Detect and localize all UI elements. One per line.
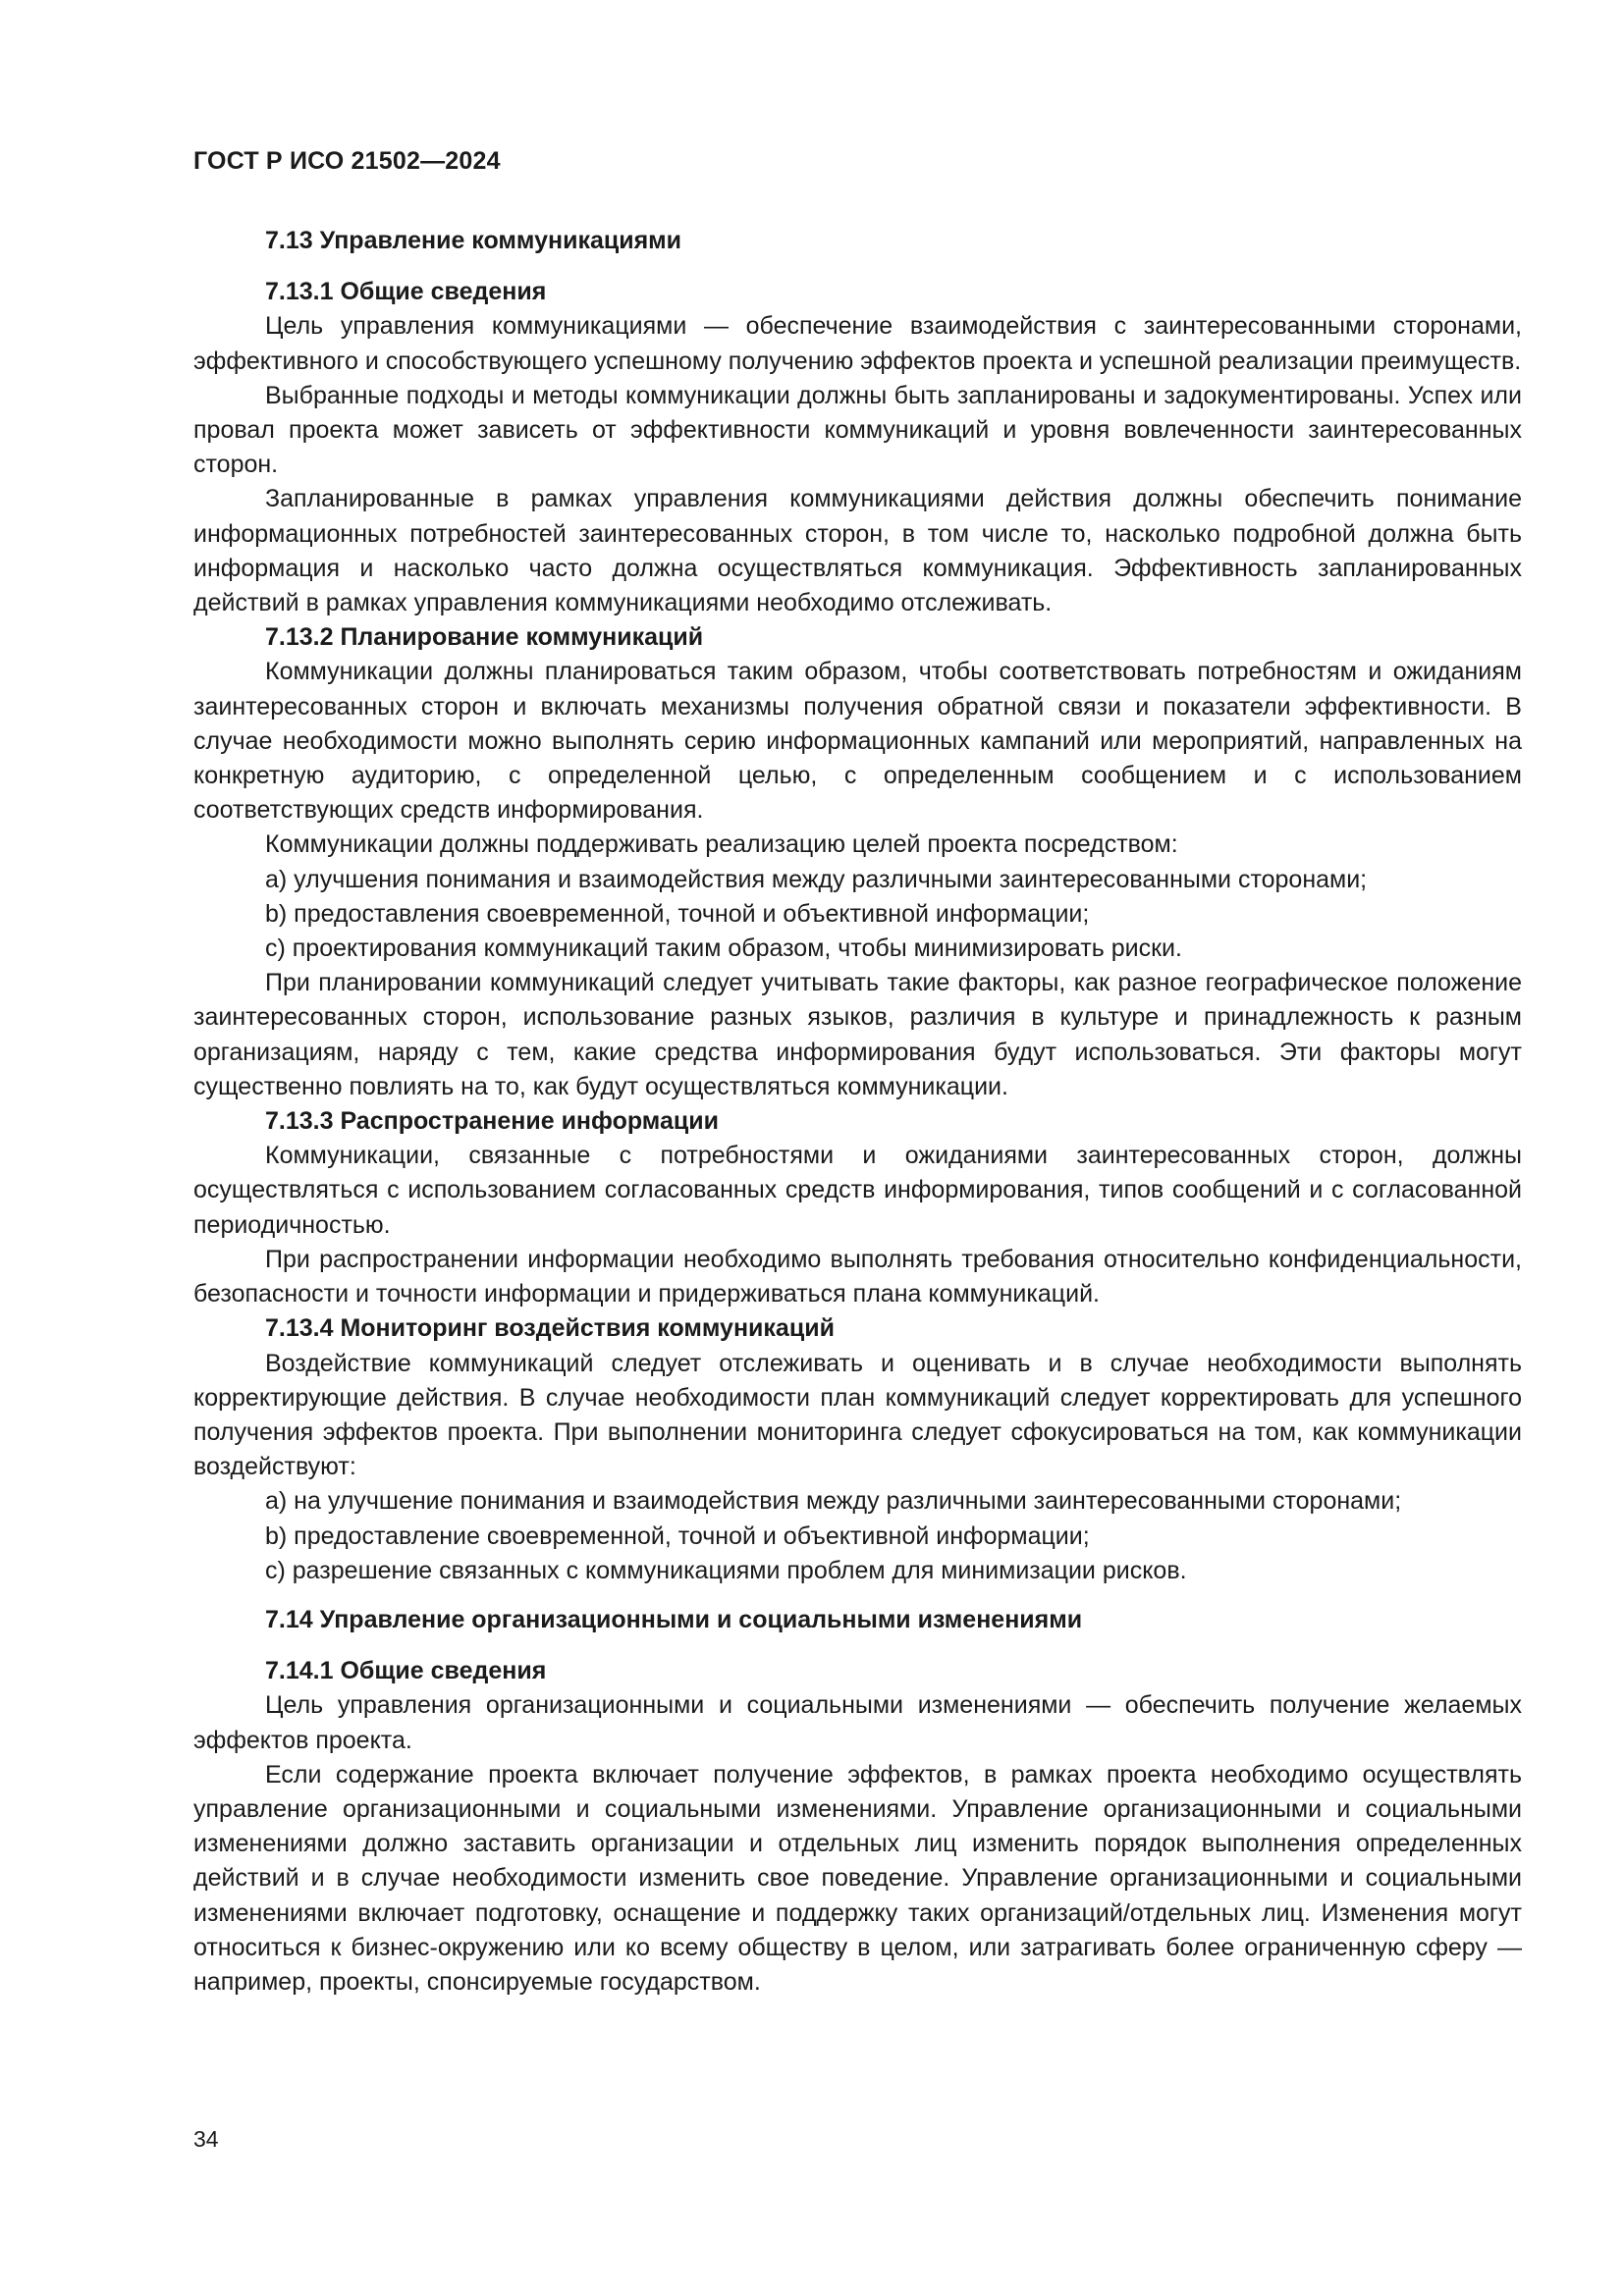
document-header: ГОСТ Р ИСО 21502—2024 (193, 147, 501, 175)
subsection-heading: 7.13.2 Планирование коммуникаций (265, 623, 704, 652)
document-body (193, 224, 1522, 2000)
list-item: b) предоставление своевременной, точной и объективной информации; (265, 1522, 1090, 1550)
page-number: 34 (193, 2126, 219, 2152)
paragraph: Коммуникации должны поддерживать реализацию целей проекта посредством: (265, 830, 1178, 859)
paragraph: Выбранные подходы и методы коммуникации должны быть запланированы и задокументированы. Успех или провал проекта может зависеть от эффективности коммуникаций и уровня вовлеченности заинтересованных сторон. (193, 381, 1522, 479)
list-item: a) улучшения понимания и взаимодействия между различными заинтересованными сторонами; (265, 865, 1368, 893)
list-item: c) разрешение связанных с коммуникациями проблем для минимизации рисков. (265, 1556, 1187, 1584)
subsection-heading: 7.13.4 Мониторинг воздействия коммуникаций (265, 1314, 835, 1343)
paragraph: Цель управления коммуникациями — обеспечение взаимодействия с заинтересованными сторонами, эффективного и способствующего успешному получению эффектов проекта и успешной реализации преимуществ. (193, 312, 1522, 375)
paragraph: Коммуникации, связанные с потребностями и ожиданиями заинтересованных сторон, должны осуществляться с использованием согласованных средств информирования, типов сообщений и с согласованной периодичностью. (193, 1142, 1522, 1239)
subsection-heading: 7.13.3 Распространение информации (265, 1107, 719, 1136)
paragraph: Запланированные в рамках управления коммуникациями действия должны обеспечить понимание информационных потребностей заинтересованных сторон, в том числе то, насколько подробной должна быть информация и насколько часто должна осуществляться коммуникация. Эффективность запланированных действий в рамках управления коммуникациями необходимо отслеживать. (193, 485, 1522, 617)
list-item: b) предоставления своевременной, точной и объективной информации; (265, 899, 1090, 928)
paragraph: Воздействие коммуникаций следует отслеживать и оценивать и в случае необходимости выполнять корректирующие действия. В случае необходимости план коммуникаций следует корректировать для успешного получения эффектов проекта. При выполнении мониторинга следует сфокусироваться на том, как коммуникации воздействуют: (193, 1349, 1522, 1481)
subsection-heading: 7.14.1 Общие сведения (265, 1657, 547, 1685)
paragraph: Цель управления организационными и социальными изменениями — обеспечить получение желаемых эффектов проекта. (193, 1691, 1522, 1754)
paragraph: При распространении информации необходимо выполнять требования относительно конфиденциальности, безопасности и точности информации и придерживаться плана коммуникаций. (193, 1245, 1522, 1308)
list-item: a) на улучшение понимания и взаимодействия между различными заинтересованными сторонами; (265, 1487, 1402, 1516)
section-heading: 7.14 Управление организационными и социальными изменениями (265, 1605, 1083, 1633)
paragraph: Коммуникации должны планироваться таким образом, чтобы соответствовать потребностям и ожиданиям заинтересованных сторон и включать механизмы получения обратной связи и показатели эффективности. В случае необходимости можно выполнять серию информационных кампаний или мероприятий, направленных на конкретную аудиторию, с определенной целью, с определенным сообщением и с использованием соответствующих средств информирования. (193, 658, 1522, 825)
paragraph: При планировании коммуникаций следует учитывать такие факторы, как разное географическое положение заинтересованных сторон, использование разных языков, различия в культуре и принадлежность к разным организациям, наряду с тем, какие средства информирования будут использоваться. Эти факторы могут существенно повлиять на то, как будут осуществляться коммуникации. (193, 969, 1522, 1100)
subsection-heading: 7.13.1 Общие сведения (265, 278, 547, 306)
paragraph: Если содержание проекта включает получение эффектов, в рамках проекта необходимо осуществлять управление организационными и социальными изменениями. Управление организационными и социальными изменениями должно заставить организации и отдельных лиц изменить порядок выполнения определенных действий и в случае необходимости изменить свое поведение. Управление организационными и социальными изменениями включает подготовку, оснащение и поддержку таких организаций/отдельных лиц. Изменения могут относиться к бизнес-окружению или ко всему обществу в целом, или затрагивать более ограниченную сферу — например, проекты, спонсируемые государством. (193, 1760, 1522, 1996)
list-item: c) проектирования коммуникаций таким образом, чтобы минимизировать риски. (265, 934, 1182, 963)
section-heading: 7.13 Управление коммуникациями (265, 227, 682, 254)
